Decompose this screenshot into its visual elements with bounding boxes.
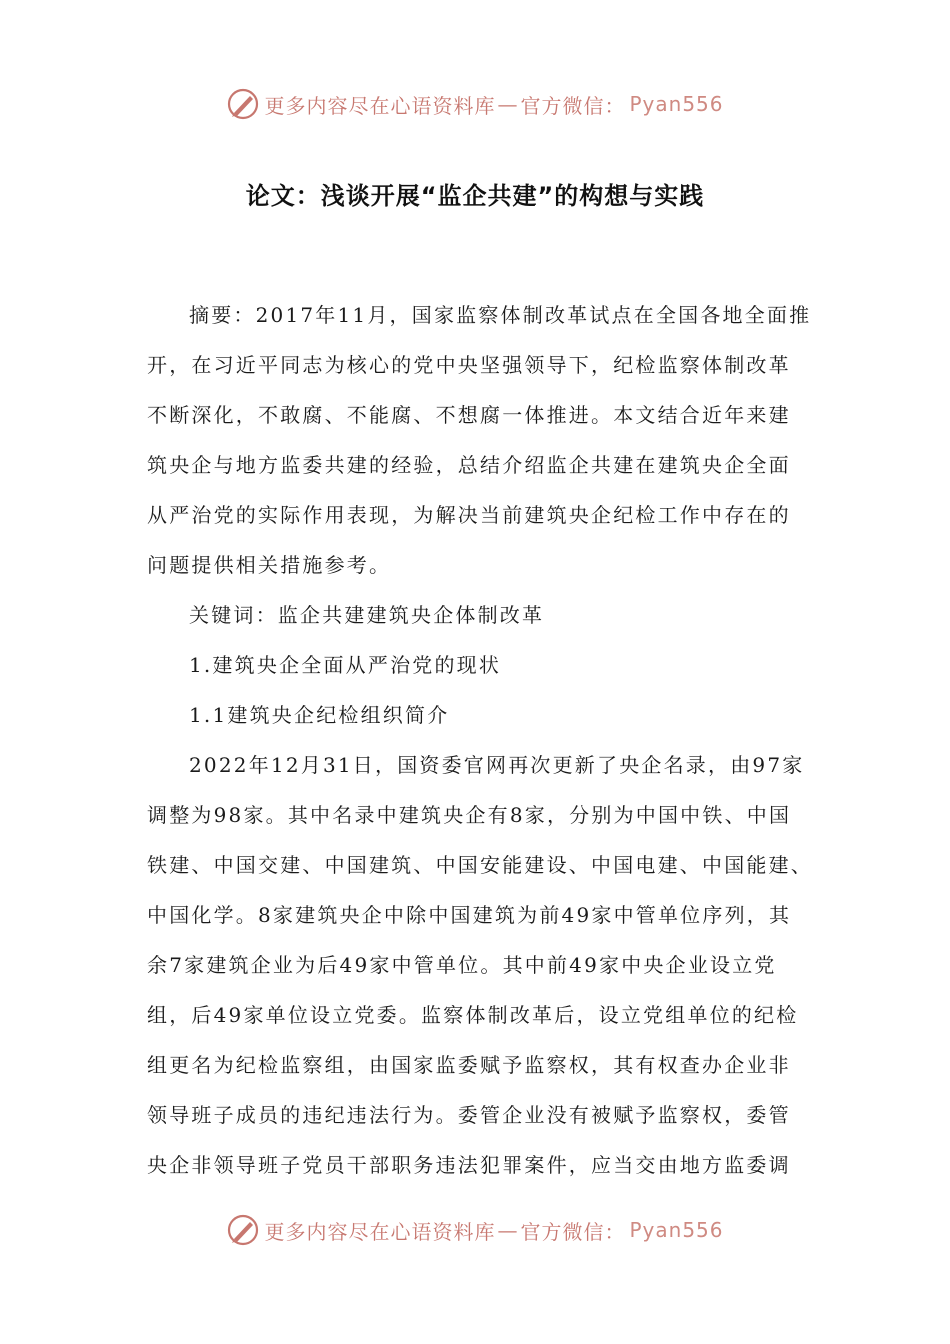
watermark-id: Pyan556: [629, 92, 724, 116]
abstract-line: 问题提供相关措施参考。: [147, 553, 392, 577]
body-paragraph-continuation: [147, 790, 813, 1190]
pen-logo-icon: [226, 87, 260, 121]
body-line: 2022年12月31日，国资委官网再次更新了央企名录，由97家: [189, 753, 805, 777]
abstract-line: 不断深化，不敢腐、不能腐、不想腐一体推进。本文结合近年来建: [147, 403, 791, 427]
watermark-footer: [0, 1210, 950, 1250]
section-heading-1: 1.建筑央企全面从严治党的现状: [189, 653, 502, 677]
keywords: 关键词：监企共建建筑央企体制改革: [189, 603, 545, 627]
abstract-continuation: [147, 340, 807, 590]
body-line: 调整为98家。其中名录中建筑央企有8家，分别为中国中铁、中国: [147, 803, 792, 827]
body-line: 中国化学。8家建筑央企中除中国建筑为前49家中管单位序列，其: [147, 903, 792, 927]
abstract-line: 筑央企与地方监委共建的经验，总结介绍监企共建在建筑央企全面: [147, 453, 791, 477]
watermark-header: [0, 84, 950, 124]
watermark-text: 更多内容尽在心语资料库: [264, 93, 496, 118]
body-line: 铁建、中国交建、中国建筑、中国安能建设、中国电建、中国能建、: [147, 853, 813, 877]
section-heading-1-1: 1.1建筑央企纪检组织简介: [189, 703, 450, 727]
body-line: 组，后49家单位设立党委。监察体制改革后，设立党组单位的纪检: [147, 1003, 799, 1027]
watermark-separator: —: [497, 92, 519, 116]
watermark-label: 官方微信：: [520, 93, 626, 118]
abstract-line: 摘要：2017年11月，国家监察体制改革试点在全国各地全面推: [189, 303, 812, 327]
watermark-text: 更多内容尽在心语资料库: [264, 1219, 496, 1244]
document-body: [147, 290, 813, 1190]
watermark-separator: —: [497, 1218, 519, 1242]
body-line: 央企非领导班子党员干部职务违法犯罪案件，应当交由地方监委调: [147, 1153, 791, 1177]
watermark-id: Pyan556: [629, 1218, 724, 1242]
watermark-label: 官方微信：: [520, 1219, 626, 1244]
body-paragraph: [147, 740, 807, 790]
abstract-line: 从严治党的实际作用表现，为解决当前建筑央企纪检工作中存在的: [147, 503, 791, 527]
body-line: 余7家建筑企业为后49家中管单位。其中前49家中央企业设立党: [147, 953, 777, 977]
pen-logo-icon: [226, 1213, 260, 1247]
body-line: 领导班子成员的违纪违法行为。委管企业没有被赋予监察权，委管: [147, 1103, 791, 1127]
body-line: 组更名为纪检监察组，由国家监委赋予监察权，其有权查办企业非: [147, 1053, 791, 1077]
document-title: 论文：浅谈开展“监企共建”的构想与实践: [245, 182, 705, 210]
abstract-paragraph: [147, 290, 812, 340]
abstract-line: 开，在习近平同志为核心的党中央坚强领导下，纪检监察体制改革: [147, 353, 791, 377]
